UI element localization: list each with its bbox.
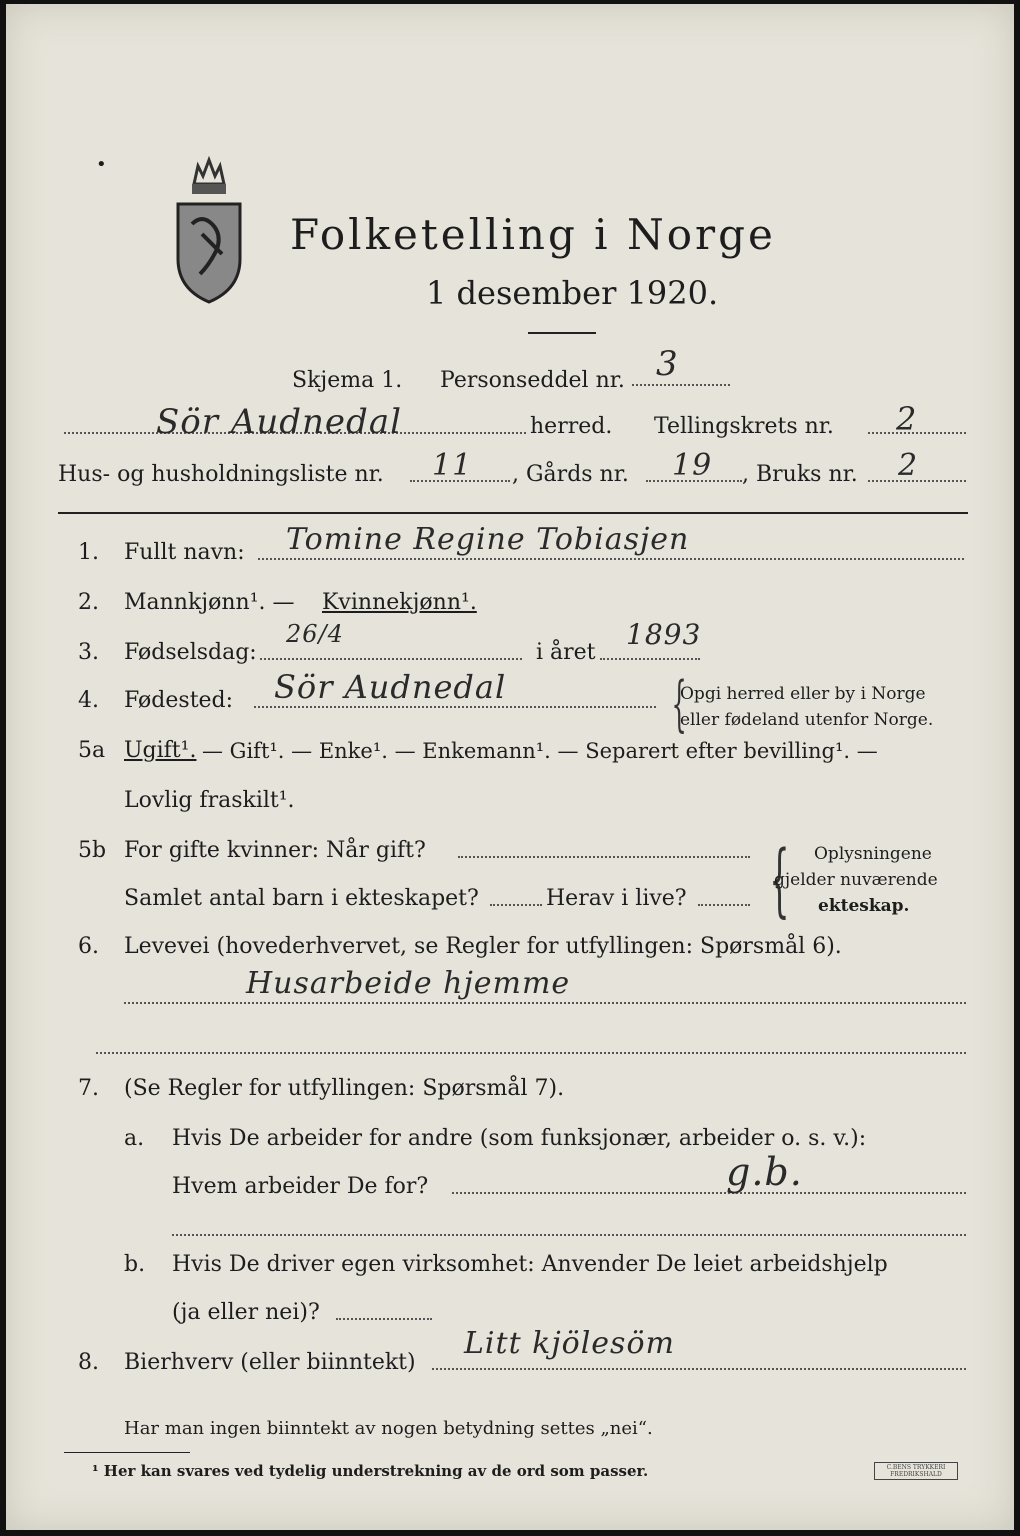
q5a-ugift: Ugift¹. xyxy=(124,738,197,763)
printer-stamp-text: C.BENS TRYKKERI FREDRIKSHALD xyxy=(886,1464,946,1478)
q2-number: 2. xyxy=(78,590,99,615)
q3-year-value: 1893 xyxy=(626,618,702,651)
q7-number: 7. xyxy=(78,1076,99,1101)
footnote: ¹ Her kan svares ved tydelig understrekning av de ord som passer. xyxy=(92,1462,649,1480)
tellingskrets-label: Tellingskrets nr. xyxy=(654,414,834,439)
tellingskrets-value: 2 xyxy=(896,400,918,438)
skjema-label: Skjema 1. xyxy=(292,368,403,393)
q4-value: Sör Audnedal xyxy=(274,668,507,706)
q7a-number: a. xyxy=(124,1126,145,1151)
q4-note-line1: Opgi herred eller by i Norge xyxy=(680,684,926,704)
q3-label: Fødselsdag: xyxy=(124,640,257,665)
q2-mannkjonn: Mannkjønn¹. — xyxy=(124,590,295,615)
section-rule xyxy=(58,512,968,514)
footer-note: Har man ingen biinntekt av nogen betydning settes „nei“. xyxy=(124,1418,653,1439)
q5b-note1: Oplysningene xyxy=(814,844,932,864)
bruks-label: , Bruks nr. xyxy=(742,462,858,487)
form-title: Folketelling i Norge xyxy=(290,210,776,259)
personseddel-value: 3 xyxy=(656,344,679,384)
q1-value: Tomine Regine Tobiasjen xyxy=(286,522,690,557)
q8-label: Bierhverv (eller biinntekt) xyxy=(124,1350,416,1375)
q5b-note3: ekteskap. xyxy=(818,896,910,916)
q4-number: 4. xyxy=(78,688,99,713)
gards-label: , Gårds nr. xyxy=(512,462,629,487)
personseddel-label: Personseddel nr. xyxy=(440,368,625,393)
q5b-number: 5b xyxy=(78,838,107,863)
q5a-number: 5a xyxy=(78,738,106,763)
printer-stamp xyxy=(874,1462,958,1480)
census-form: • Folketelling i Norge 1 desember 1920. Skjema 1. Personseddel nr. 3 Sör Audnedal herred. Tellingskrets nr. 2 Hus- og husholdningsliste nr. 11 , Gårds nr. 19 , Bruks nr. 2 1. Fullt navn: Tomine Regine Tobiasjen 2. Mannkjønn¹. — Kvinnekjønn¹. 3. Fødselsdag: 26/4 i året 1893 4. Fødested: Sör Audnedal { Opgi herred eller by i Norge eller fødeland utenfor Norge. 5a Ugift¹. — Gift¹. — Enke¹. — Enkemann¹. — Separert efter bevilling¹. — Lovlig fraskilt¹. 5b For gifte kvinner: Når gift? Samlet antal barn i ekteskapet? Herav i live? { Oplysningene gjelder nuværende ekteskap. 6. Levevei (hovederhvervet, se Regler for utfyllingen: Spørsmål 6). Husarbeide hjemme 7. (Se Regler for utfyllingen: Spørsmål 7). a. Hvis De arbeider for andre (som funksjonær, arbeider o. s. v.): Hvem arbeider De for? g.b. b. Hvis De driver egen virksomhet: Anvender De leiet arbeidshjelp (ja eller nei)? 8. Bierhverv (eller biinntekt) Litt kjölesöm Har man ingen biinntekt av nogen betydning settes „nei“. ¹ Her kan svares ved tydelig understrekning av de ord som passer. C.BENS TRYKKERI FREDRIKSHALD xyxy=(6,4,1014,1530)
title-rule xyxy=(528,332,596,334)
q5b-label2: Samlet antal barn i ekteskapet? xyxy=(124,886,479,911)
herred-value: Sör Audnedal xyxy=(156,402,402,442)
q5b-label1: For gifte kvinner: Når gift? xyxy=(124,838,426,863)
dot-mark: • xyxy=(96,154,107,175)
q2-kvinnekjonn: Kvinnekjønn¹. xyxy=(322,590,477,615)
q3-birthday-value: 26/4 xyxy=(286,620,344,648)
q7b-label: Hvis De driver egen virksomhet: Anvender De leiet arbeidshjelp xyxy=(172,1252,888,1277)
q1-label: Fullt navn: xyxy=(124,540,245,565)
q3-number: 3. xyxy=(78,640,99,665)
q6-value: Husarbeide hjemme xyxy=(246,966,571,1001)
coat-of-arms-icon xyxy=(172,154,246,304)
q5b-note2: gjelder nuværende xyxy=(774,870,938,890)
q5a-line2: Lovlig fraskilt¹. xyxy=(124,788,295,813)
q4-label: Fødested: xyxy=(124,688,234,713)
q7b-number: b. xyxy=(124,1252,146,1277)
herred-label: herred. xyxy=(530,414,613,439)
gards-value: 19 xyxy=(672,448,713,483)
bruks-value: 2 xyxy=(898,448,919,483)
form-date: 1 desember 1920. xyxy=(426,274,719,312)
q5b-label3: Herav i live? xyxy=(546,886,687,911)
q3-year-label: i året xyxy=(536,640,596,665)
husliste-label: Hus- og husholdningsliste nr. xyxy=(58,462,384,487)
q8-number: 8. xyxy=(78,1350,99,1375)
husliste-value: 11 xyxy=(432,448,473,483)
q1-number: 1. xyxy=(78,540,99,565)
q7a-label2: Hvem arbeider De for? xyxy=(172,1174,429,1199)
q7b-label2: (ja eller nei)? xyxy=(172,1300,320,1325)
q5a-options: — Gift¹. — Enke¹. — Enkemann¹. — Separert efter bevilling¹. — xyxy=(202,739,878,763)
q7-label: (Se Regler for utfyllingen: Spørsmål 7). xyxy=(124,1076,565,1101)
q6-label: Levevei (hovederhvervet, se Regler for utfyllingen: Spørsmål 6). xyxy=(124,934,842,959)
q4-note-line2: eller fødeland utenfor Norge. xyxy=(680,710,934,730)
q7a-value: g.b. xyxy=(726,1150,803,1194)
q7a-label: Hvis De arbeider for andre (som funksjonær, arbeider o. s. v.): xyxy=(172,1126,867,1151)
q8-value: Litt kjölesöm xyxy=(464,1326,675,1361)
q6-number: 6. xyxy=(78,934,99,959)
